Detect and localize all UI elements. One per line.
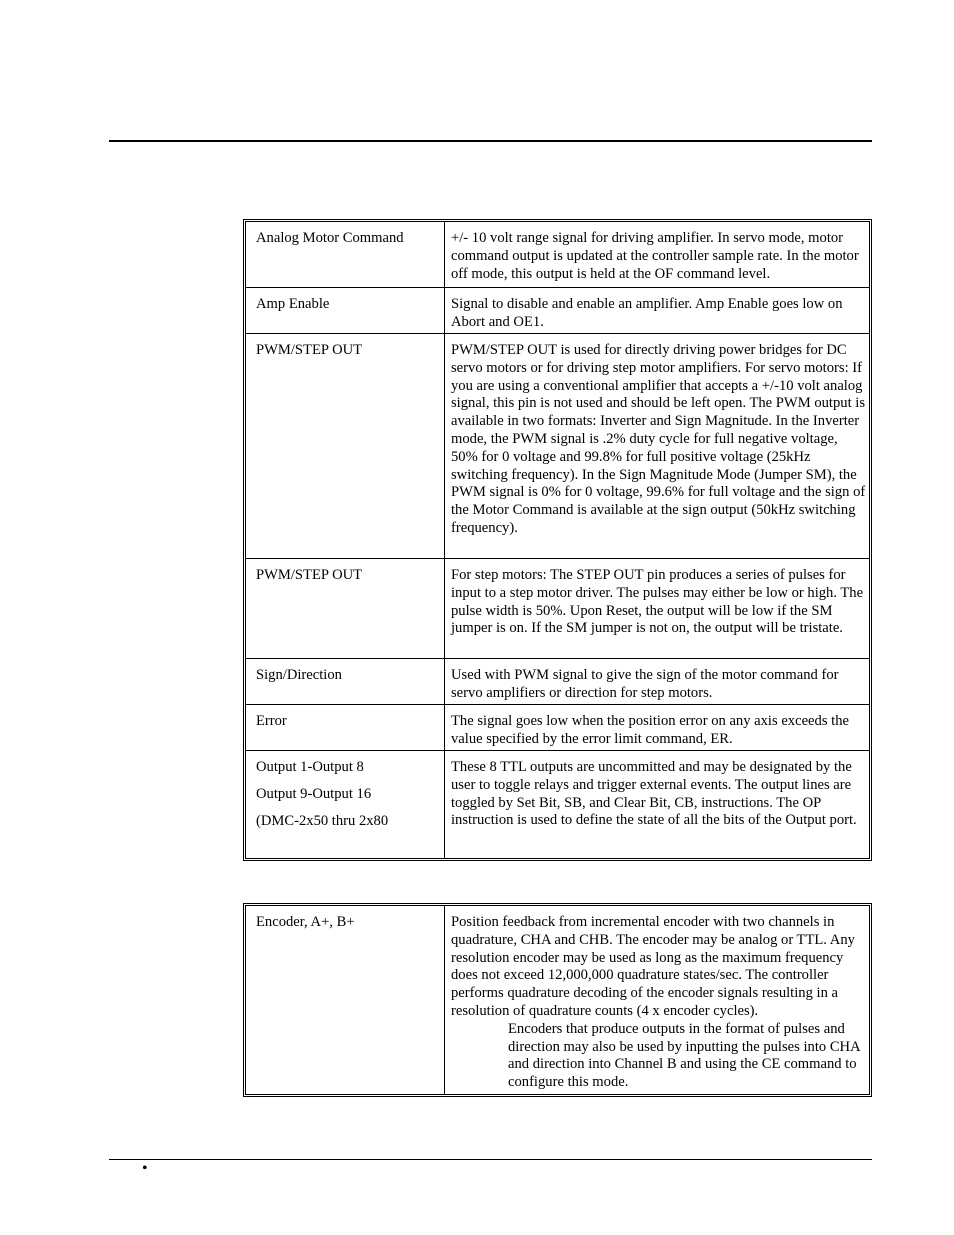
signal-description: These 8 TTL outputs are uncommitted and may be designated by the user to toggle relays and trigger external events. The output lines are toggled by Set Bit, SB, and Clear Bit, CB, instructions. The OP instruction is used to define the state of all the bits of the Output port. (451, 759, 857, 829)
signal-name: Error (246, 705, 445, 751)
output-signals-table (243, 219, 872, 861)
signal-name: PWM/STEP OUT (246, 334, 445, 559)
signal-name-line: (DMC-2x50 thru 2x80 (256, 812, 389, 829)
signal-description: The signal goes low when the position error on any axis exceeds the value specified by the error limit command, ER. (445, 705, 869, 751)
table-row (246, 222, 869, 288)
signal-name (246, 751, 445, 858)
signal-name: PWM/STEP OUT (246, 559, 445, 659)
signal-description-continued: Encoders that produce outputs in the format of pulses and direction may also be used by inputting the pulses into CHA and direction into Channel B and using the CE command to configure this mode. (508, 1020, 860, 1091)
table-row (246, 751, 869, 858)
header-rule (109, 140, 872, 142)
signal-description: PWM/STEP OUT is used for directly driving power bridges for DC servo motors or for driving step motor amplifiers. For servo motors: If you are using a conventional amplifier that accepts a +/-10 volt analog signal, this pin is not used and should be left open. The PWM output is available in two formats: Inverter and Sign Magnitude. In the Inverter mode, the PWM signal is .2% duty cycle for full negative voltage, 50% for 0 voltage and 99.8% for full positive voltage (25kHz switching frequency). In the Sign Magnitude Mode (Jumper SM), the PWM signal is 0% for 0 voltage, 99.6% for full voltage and the sign of the Motor Command is available at the sign output (50kHz switching frequency). (445, 334, 869, 559)
signal-name: Encoder, A+, B+ (246, 906, 445, 1094)
footer-rule (109, 1159, 872, 1160)
table-row (246, 559, 869, 659)
signal-name: Sign/Direction (246, 659, 445, 705)
signal-description-text: Position feedback from incremental encoder with two channels in quadrature, CHA and CHB. The encoder may be analog or TTL. Any resolution encoder may be used as long as the maximum frequency does not exceed 12,000,000 quadrature states/sec. The controller performs quadrature decoding of the encoder signals resulting in a resolution of quadrature counts (4 x encoder cycles). (451, 914, 855, 1019)
table-row (246, 334, 869, 559)
encoder-signals-table (243, 903, 872, 1097)
signal-description: +/- 10 volt range signal for driving amplifier. In servo mode, motor command output is updated at the controller sample rate. In the motor off mode, this output is held at the OF command level. (445, 222, 869, 288)
signal-name: Amp Enable (246, 288, 445, 334)
signal-description (445, 906, 869, 1094)
table-row (246, 906, 869, 1094)
signal-description: For step motors: The STEP OUT pin produces a series of pulses for input to a step motor driver. The pulses may either be low or high. The pulse width is 50%. Upon Reset, the output will be low if the SM jumper is on. If the SM jumper is not on, the output will be tristate. (445, 559, 869, 659)
table-row (246, 288, 869, 334)
footer-bullet: • (142, 1160, 148, 1177)
signal-name: Analog Motor Command (246, 222, 445, 288)
table-row (246, 705, 869, 751)
signal-name-line: Output 9-Output 16 (256, 785, 372, 802)
signal-name-line: Output 1-Output 8 (256, 759, 364, 775)
signal-description: Used with PWM signal to give the sign of the motor command for servo amplifiers or direction for step motors. (445, 659, 869, 705)
signal-description: Signal to disable and enable an amplifier. Amp Enable goes low on Abort and OE1. (445, 288, 869, 334)
table-row (246, 659, 869, 705)
